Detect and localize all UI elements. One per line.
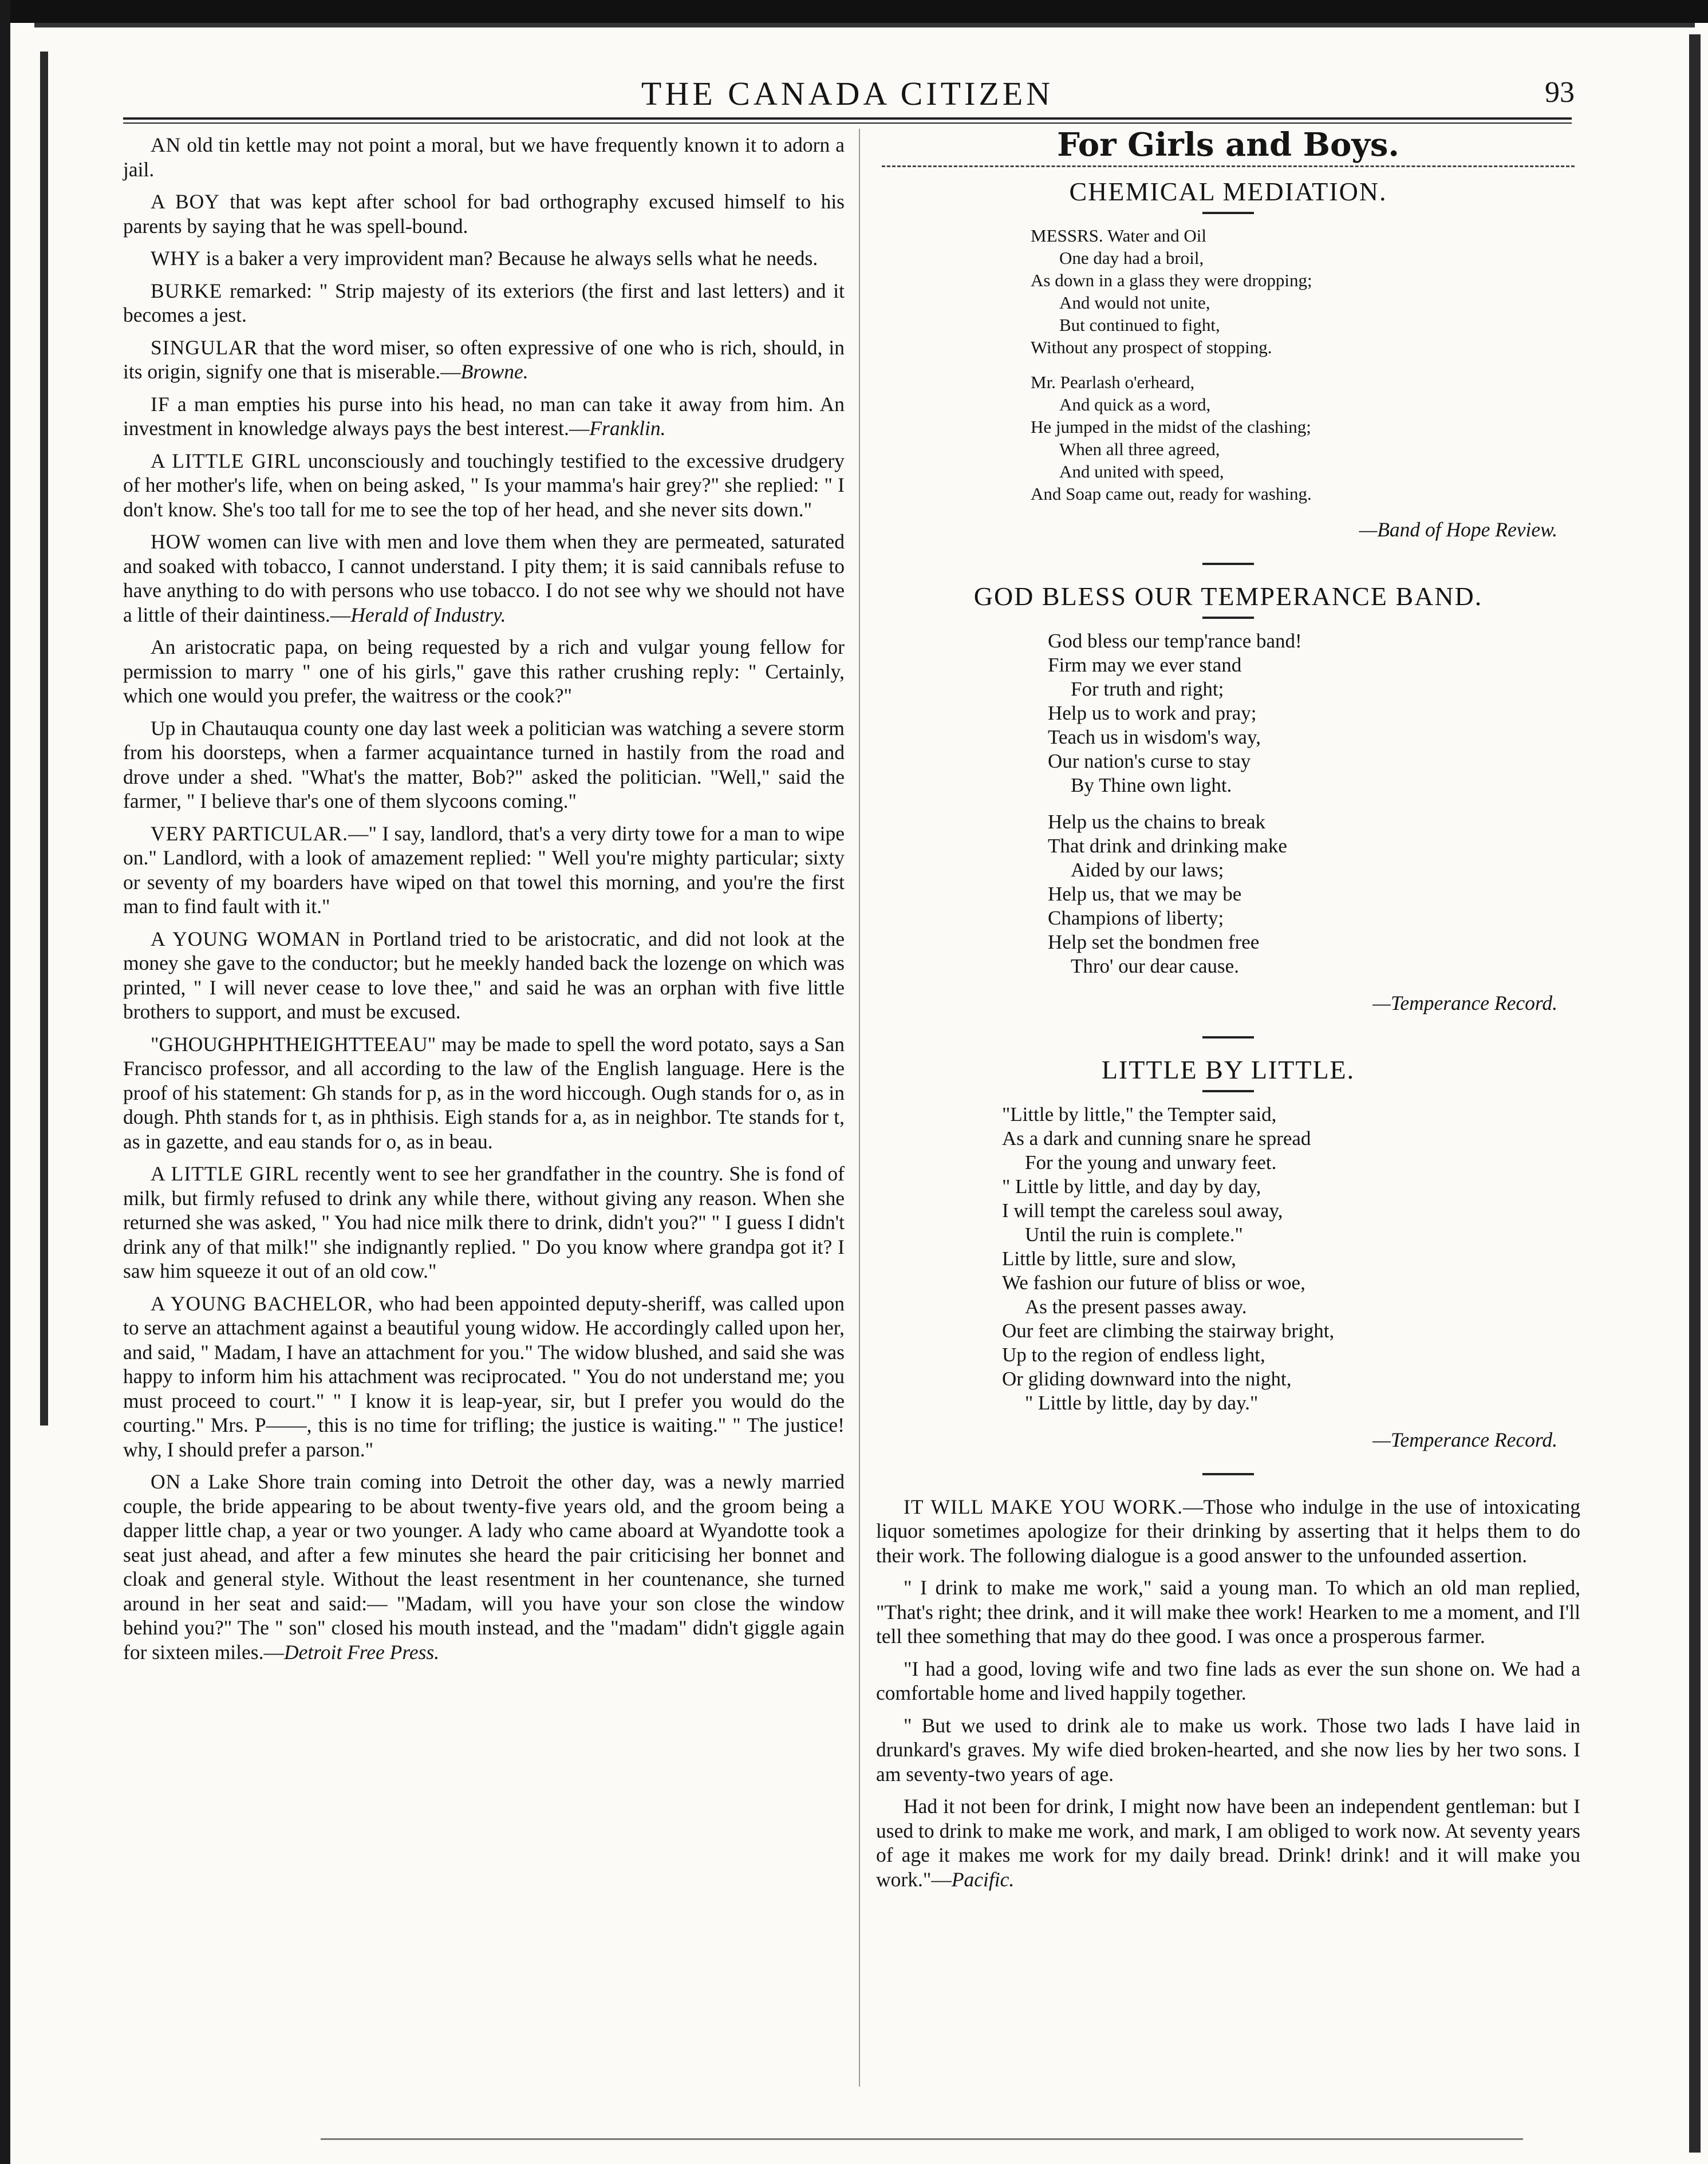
paragraph-text: " I drink to make me work," said a young man. To which an old man replied, "That's right; thee drink, and it will make thee work! Hearken to me a moment, and I'll tell thee something that may do thee good. I was once a prosperous farmer. — [876, 1576, 1580, 1648]
poem-line: " Little by little, and day by day, — [1002, 1175, 1261, 1198]
poem-line: And Soap came out, ready for washing. — [1031, 484, 1312, 504]
poem-line: He jumped in the midst of the clashing; — [1031, 417, 1311, 437]
right-paragraph — [876, 1575, 1580, 1649]
poem-title: CHEMICAL MEDIATION. — [1069, 176, 1387, 206]
poem-line: And united with speed, — [1059, 461, 1224, 481]
poem-line: Help set the bondmen free — [1048, 931, 1260, 953]
source-attribution: Herald of Industry. — [350, 603, 506, 626]
paragraph-lead: ON — [151, 1470, 182, 1493]
scan-top-shadow — [34, 23, 1695, 27]
left-column — [123, 133, 845, 1672]
poem — [876, 581, 1580, 1038]
left-paragraph — [123, 449, 845, 522]
poem-line: " Little by little, day by day." — [1025, 1392, 1259, 1414]
left-paragraph — [123, 335, 845, 384]
poem-title: LITTLE BY LITTLE. — [1101, 1055, 1355, 1084]
poem — [876, 1055, 1580, 1475]
source-attribution: Detroit Free Press. — [283, 1640, 440, 1664]
poem-line: Our nation's curse to stay — [1048, 750, 1251, 772]
left-paragraph — [123, 133, 845, 181]
paragraph-text: Had it not been for drink, I might now have been an independent gentleman: but I used to drink to make me work, and mark, I am obliged to work now. At seventy years of age it makes me work for my daily bread. Drink! drink! and it will make you work."— — [876, 1795, 1580, 1891]
paragraph-text: recently went to see her grandfather in the country. She is fond of milk, but firmly refused to drink any while there, without giving any reason. When she returned she was asked, " You had nice milk there to drink, didn't you?" " I guess I didn't drink any of that milk!" she indignantly replied. " Do you know where grandpa got it? I saw him squeeze it out of an old cow." — [123, 1162, 845, 1282]
poem-stanza — [876, 629, 1580, 797]
poem-line: Champions of liberty; — [1048, 907, 1224, 929]
paragraph-lead: A BOY — [151, 190, 220, 213]
poem-line: As a dark and cunning snare he spread — [1002, 1127, 1311, 1150]
paragraph-text: is a baker a very improvident man? Because he always sells what he needs. — [200, 247, 818, 270]
left-paragraph — [123, 279, 845, 327]
poem-line: Little by little, sure and slow, — [1002, 1247, 1236, 1270]
header-rule-thin — [123, 123, 1572, 124]
poem-line: I will tempt the careless soul away, — [1002, 1199, 1283, 1222]
left-paragraph — [123, 1292, 845, 1462]
poem-line: That drink and drinking make — [1048, 835, 1287, 857]
scan-right-edge — [1689, 34, 1701, 2153]
left-paragraph — [123, 246, 845, 271]
footer-rule — [321, 2138, 1523, 2140]
section-rule — [1202, 563, 1254, 565]
left-paragraph — [123, 189, 845, 238]
section-rule — [1202, 1036, 1254, 1038]
poem-line: Up to the region of endless light, — [1002, 1344, 1265, 1366]
poem-line: As the present passes away. — [1025, 1296, 1247, 1318]
poem-title: GOD BLESS OUR TEMPERANCE BAND. — [973, 581, 1483, 611]
header-rule — [123, 117, 1572, 120]
poem-line: Teach us in wisdom's way, — [1048, 726, 1261, 748]
scan-top-border — [0, 0, 1708, 23]
paragraph-text: who had been appointed deputy-sheriff, was called upon to serve an attachment against a beautiful young widow. He accordingly called upon her, and said, " Madam, I have an attachment for you." The widow blushed, and said she was happy to inform him his attachment was reciprocated. " You do not understand me; you must proceed to court." " I know it is leap-year, sir, but I prefer you would do the courting." Mrs. P——, this is no time for trifling; the justice is waiting." " The justice! why, I should prefer a parson." — [123, 1292, 845, 1461]
paragraph-text: Up in Chautauqua county one day last week a politician was watching a severe storm from his doorsteps, when a farmer acquaintance turned in hastily from the road and drove under a shed. "What's the matter, Bob?" asked the politician. "Well," said the farmer, " I believe thar's one of them slycoons coming." — [123, 716, 845, 812]
paragraph-text: " But we used to drink ale to make us work. Those two lads I have laid in drunkard's graves. My wife died broken-hearted, and she now lies by her two sons. I am seventy-two years of age. — [876, 1713, 1580, 1786]
right-paragraph — [876, 1794, 1580, 1891]
paragraph-text: —Those who indulge in the use of intoxicating liquor sometimes apologize for their drinking by asserting that it helps them to do their work. The following dialogue is a good answer to the unfounded assertion. — [876, 1495, 1580, 1567]
poem-line: By Thine own light. — [1071, 774, 1232, 796]
source-attribution: Franklin. — [589, 417, 666, 440]
poem-line: Firm may we ever stand — [1048, 654, 1242, 676]
poem-line: But continued to fight, — [1059, 315, 1220, 335]
paragraph-lead: IF — [151, 392, 170, 416]
poem-line: Mr. Pearlash o'erheard, — [1031, 372, 1195, 392]
poem-line: Aided by our laws; — [1071, 859, 1224, 881]
scan-left-edge — [0, 0, 10, 2164]
right-paragraph — [876, 1495, 1580, 1568]
paragraph-lead: IT WILL MAKE YOU WORK. — [904, 1495, 1183, 1518]
poem-line: Our feet are climbing the stairway bright, — [1002, 1320, 1335, 1342]
page-header — [126, 69, 1575, 120]
paragraph-text: An aristocratic papa, on being requested by a rich and vulgar young fellow for permission to marry " one of his girls," gave this rather crushing reply: " Certainly, which one would you prefer, the waitress or the cook?" — [123, 635, 845, 707]
poem-line: "Little by little," the Tempter said, — [1002, 1103, 1277, 1126]
left-paragraph — [123, 1470, 845, 1664]
poem-line: Until the ruin is complete." — [1025, 1223, 1243, 1246]
paragraph-text: old tin kettle may not point a moral, but we have frequently known it to adorn a jail. — [123, 133, 845, 181]
newspaper-title: THE CANADA CITIZEN — [641, 75, 1054, 112]
poem-line: MESSRS. Water and Oil — [1031, 226, 1206, 246]
paragraph-lead: SINGULAR — [151, 335, 258, 359]
paragraph-text: in Portland tried to be aristocratic, and did not look at the money she gave to the conductor; but he meekly handed back the lozenge on which was printed, " I will never cease to love thee," and said he was an orphan with five little brothers to support, and must be excused. — [123, 927, 845, 1023]
poem-attribution: —Temperance Record. — [1372, 1428, 1557, 1451]
paragraph-text: "I had a good, loving wife and two fine lads as ever the sun shone on. We had a comfortable home and lived happily together. — [876, 1657, 1580, 1704]
paragraph-lead: A YOUNG BACHELOR, — [151, 1292, 373, 1315]
paragraph-text: a man empties his purse into his head, no man can take it away from him. An investment in knowledge always pays the best interest.— — [123, 392, 845, 440]
left-paragraph — [123, 1032, 845, 1154]
poem-stanza — [876, 371, 1580, 505]
poem-line: One day had a broil, — [1059, 248, 1204, 268]
poem-line: Without any prospect of stopping. — [1031, 337, 1272, 357]
left-paragraph — [123, 1162, 845, 1284]
left-paragraph — [123, 716, 845, 814]
source-attribution: Pacific. — [951, 1867, 1015, 1891]
paragraph-lead: AN — [151, 133, 182, 156]
poem-line: We fashion our future of bliss or woe, — [1002, 1271, 1305, 1294]
left-paragraph — [123, 927, 845, 1024]
poem-attribution: —Band of Hope Review. — [1359, 518, 1557, 541]
paragraph-text: a Lake Shore train coming into Detroit the other day, was a newly married couple, the bride appearing to be about twenty-five years old, and the groom being a dapper little chap, a year or two younger. A lady who came aboard at Wyandotte took a seat just ahead, and after a few minutes she heard the pair criticising her bonnet and cloak and general style. Without the least resentment in her countenance, she turned around in her seat and said:— "Madam, will you have your son close the window behind you?" The " son" closed his mouth instead, and the "madam" didn't giggle again for sixteen miles.— — [123, 1470, 845, 1664]
paragraph-lead: BURKE — [151, 279, 223, 302]
right-paragraph — [876, 1713, 1580, 1787]
left-paragraph — [123, 822, 845, 919]
poem-line: Help us to work and pray; — [1048, 702, 1257, 724]
poem-line: Help us, that we may be — [1048, 883, 1242, 905]
poem-line: For truth and right; — [1071, 678, 1224, 700]
poem-line: Or gliding downward into the night, — [1002, 1368, 1292, 1390]
paragraph-lead: WHY — [151, 247, 201, 270]
paragraph-lead: A YOUNG WOMAN — [151, 927, 341, 950]
section-rule — [1202, 1473, 1254, 1475]
section-title: For Girls and Boys. — [1057, 126, 1399, 164]
right-column — [876, 126, 1580, 1900]
binding-shadow — [40, 52, 48, 1425]
paragraph-text: women can live with men and love them when they are permeated, saturated and soaked with tobacco, I cannot understand. I pity them; it is said cannibals refuse to have anything to do with persons who use tobacco. I do not see why we should not have a little of their daintiness.— — [123, 530, 845, 626]
title-rule — [1202, 212, 1254, 214]
poem-line: Help us the chains to break — [1048, 811, 1266, 833]
poem-line: And would not unite, — [1059, 293, 1210, 313]
paragraph-text: unconsciously and touchingly testified to the excessive drudgery of her mother's life, when on being asked, " Is your mamma's hair grey?" she replied: " I don't know. She's too tall for me to see the top of her head, and she never sits down." — [123, 449, 845, 521]
poem-line: Thro' our dear cause. — [1071, 955, 1239, 977]
paragraph-text: remarked: " Strip majesty of its exteriors (the first and last letters) and it becomes a jest. — [123, 279, 845, 326]
column-divider — [859, 129, 860, 2087]
poem-stanza — [876, 224, 1580, 358]
paragraph-lead: VERY PARTICULAR. — [151, 822, 349, 845]
poem-line: God bless our temp'rance band! — [1048, 630, 1302, 652]
poem-attribution: —Temperance Record. — [1372, 992, 1557, 1014]
poem-stanza — [876, 1103, 1580, 1415]
paragraph-lead: HOW — [151, 530, 201, 553]
poem-line: As down in a glass they were dropping; — [1031, 270, 1312, 290]
paragraph-text: that the word miser, so often expressive of one who is rich, should, in its origin, signify one that is miserable.— — [123, 335, 845, 383]
paragraph-text: that was kept after school for bad orthography excused himself to his parents by saying that he was spell-bound. — [123, 190, 845, 238]
poem-line: For the young and unwary feet. — [1025, 1151, 1277, 1174]
poem-line: And quick as a word, — [1059, 394, 1211, 414]
title-rule — [1202, 1090, 1254, 1092]
poem-stanza — [876, 810, 1580, 978]
title-rule — [1202, 617, 1254, 619]
page-number: 93 — [1545, 76, 1575, 109]
poem-line: When all three agreed, — [1059, 439, 1220, 459]
left-paragraph — [123, 635, 845, 708]
paragraph-text: "GHOUGHPHTHEIGHTTEEAU" may be made to spell the word potato, says a San Francisco professor, and all according to the law of the English language. Here is the proof of his statement: Gh stands for p, as in the word hiccough. Ough stands for o, as in dough. Phth stands for t, as in phthisis. Eigh stands for a, as in neighbor. Tte stands for t, as in gazette, and eau stands for o, as in beau. — [123, 1032, 845, 1153]
paragraph-lead: A LITTLE GIRL — [151, 1162, 299, 1185]
poem — [876, 176, 1580, 565]
left-paragraph — [123, 530, 845, 627]
paragraph-text: —" I say, landlord, that's a very dirty towe for a man to wipe on." Landlord, with a look of amazement replied: " Well you're mighty particular; sixty or seventy of my boarders have wiped on that towel this morning, and you're the first man to find fault with it." — [123, 822, 845, 918]
paragraph-lead: A LITTLE GIRL — [151, 449, 302, 472]
left-paragraph — [123, 392, 845, 441]
source-attribution: Browne. — [460, 360, 528, 383]
right-paragraph — [876, 1657, 1580, 1705]
dashed-rule — [882, 165, 1575, 167]
